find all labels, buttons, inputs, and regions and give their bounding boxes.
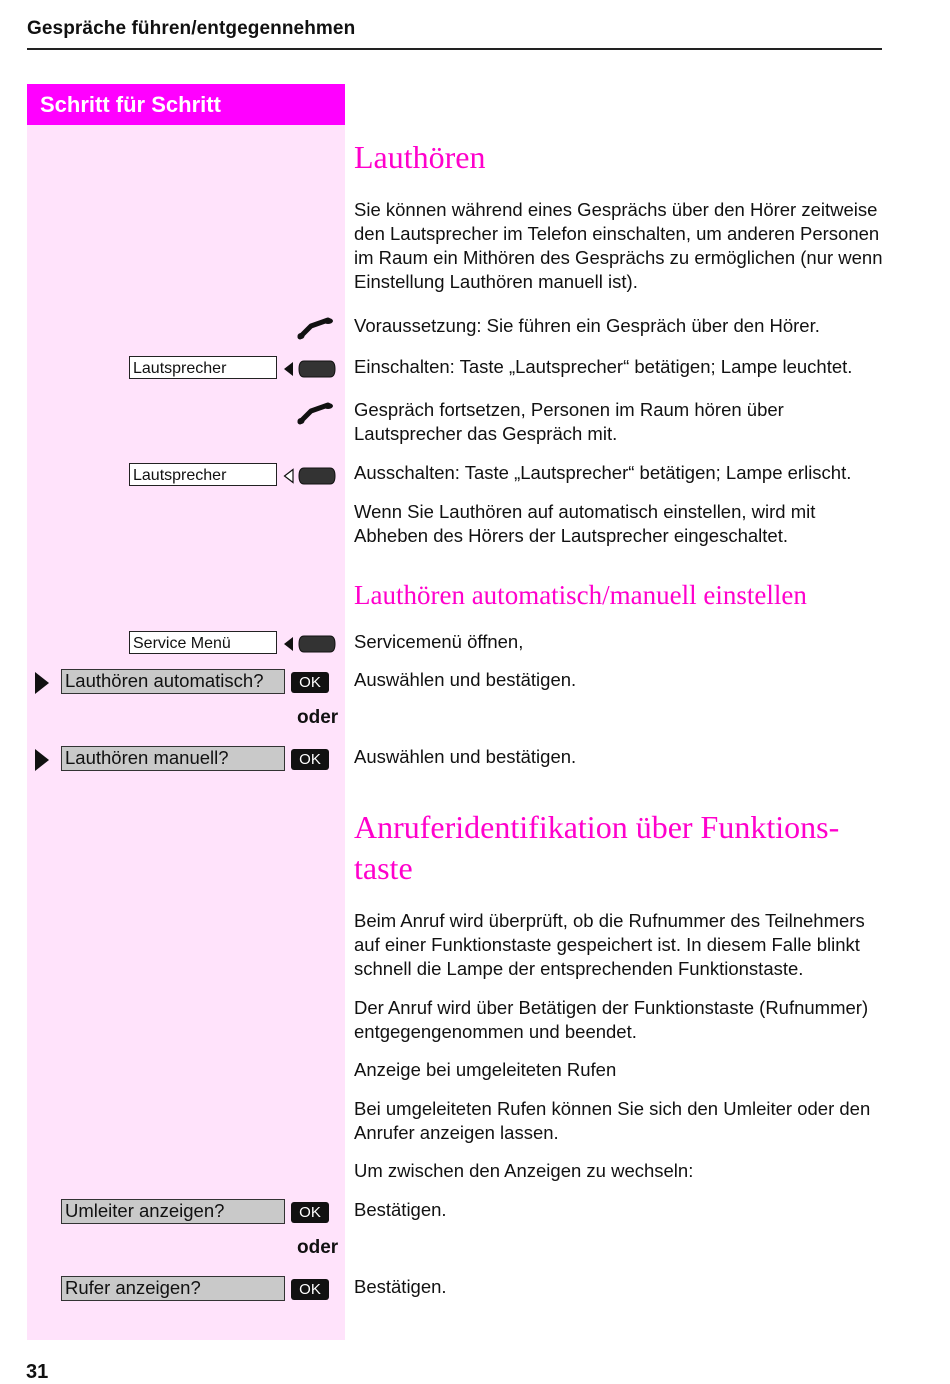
selection-arrow-icon [35, 749, 49, 771]
key-button-icon[interactable] [298, 466, 336, 486]
handset-icon [297, 398, 335, 426]
anrufer-para-5: Um zwischen den Anzeigen zu wechseln: [354, 1160, 694, 1181]
key-button-icon[interactable] [298, 634, 336, 654]
handset-icon [297, 313, 335, 341]
ok-button[interactable]: OK [291, 749, 329, 770]
lautsprecher-key[interactable]: Lautsprecher [129, 463, 277, 486]
anrufer-step-rufer: Bestätigen. [354, 1276, 447, 1297]
lauthoeren-step-ausschalten: Ausschalten: Taste „Lautsprecher“ betätigen; Lampe erlischt. [354, 462, 852, 483]
section-title-einstellen: Lauthören automatisch/manuell einstellen [354, 580, 807, 610]
einstellen-step-servicemenu: Servicemenü öffnen, [354, 631, 524, 652]
display-option-umleiter[interactable]: Umleiter anzeigen? [61, 1199, 285, 1224]
anrufer-para-3: Anzeige bei umgeleiteten Rufen [354, 1059, 617, 1080]
page-number: 31 [26, 1361, 49, 1383]
header-divider [27, 48, 882, 50]
led-on-icon [283, 634, 297, 654]
lauthoeren-step-einschalten: Einschalten: Taste „Lautsprecher“ betätigen; Lampe leuchtet. [354, 356, 853, 377]
display-option-auto[interactable]: Lauthören automatisch? [61, 669, 285, 694]
service-menu-key[interactable]: Service Menü [129, 631, 277, 654]
lautsprecher-key[interactable]: Lautsprecher [129, 356, 277, 379]
ok-button[interactable]: OK [291, 672, 329, 693]
step-by-step-column [27, 125, 345, 1340]
einstellen-step-auto: Auswählen und bestätigen. [354, 669, 577, 690]
section-title-anrufer-cont: taste [354, 850, 413, 886]
lauthoeren-note: Wenn Sie Lauthören auf automatisch einstellen, wird mit Abheben des Hörers der Lautsprecher eingeschaltet. [354, 501, 816, 546]
display-option-rufer[interactable]: Rufer anzeigen? [61, 1276, 285, 1301]
led-off-icon [283, 466, 297, 486]
display-option-manuell[interactable]: Lauthören manuell? [61, 746, 285, 771]
section-title-anrufer: Anruferidentifikation über Funktions- [354, 809, 840, 845]
anrufer-para-1: Beim Anruf wird überprüft, ob die Rufnummer des Teilnehmers auf einer Funktionstaste gespeichert ist. In diesem Falle blinkt schnell die Lampe der entsprechenden Funktionstaste. [354, 910, 865, 979]
header-title: Gespräche führen/entgegennehmen [27, 18, 356, 39]
einstellen-step-manuell: Auswählen und bestätigen. [354, 746, 577, 767]
oder-label: oder [297, 707, 339, 728]
key-button-icon[interactable] [298, 359, 336, 379]
ok-button[interactable]: OK [291, 1202, 329, 1223]
sidebar-title: Schritt für Schritt [27, 84, 345, 125]
selection-arrow-icon [35, 672, 49, 694]
lauthoeren-intro: Sie können während eines Gesprächs über den Hörer zeitweise den Lautsprecher im Telefon einschalten, um anderen Personen im Raum ein Mithören des Gesprächs zu ermöglichen (nur wenn Einstellung Lauthören manuell ist). [354, 199, 883, 292]
oder-label: oder [297, 1237, 339, 1258]
anrufer-para-2: Der Anruf wird über Betätigen der Funktionstaste (Rufnummer) entgegengenommen und beendet. [354, 997, 869, 1042]
lauthoeren-step-fortsetzen: Gespräch fortsetzen, Personen im Raum hören über Lautsprecher das Gespräch mit. [354, 399, 784, 444]
anrufer-para-4: Bei umgeleiteten Rufen können Sie sich den Umleiter oder den Anrufer anzeigen lassen. [354, 1098, 871, 1143]
anrufer-step-umleiter: Bestätigen. [354, 1199, 447, 1220]
lauthoeren-step-voraussetzung: Voraussetzung: Sie führen ein Gespräch über den Hörer. [354, 315, 820, 336]
ok-button[interactable]: OK [291, 1279, 329, 1300]
section-title-lauthoeren: Lauthören [354, 139, 486, 175]
